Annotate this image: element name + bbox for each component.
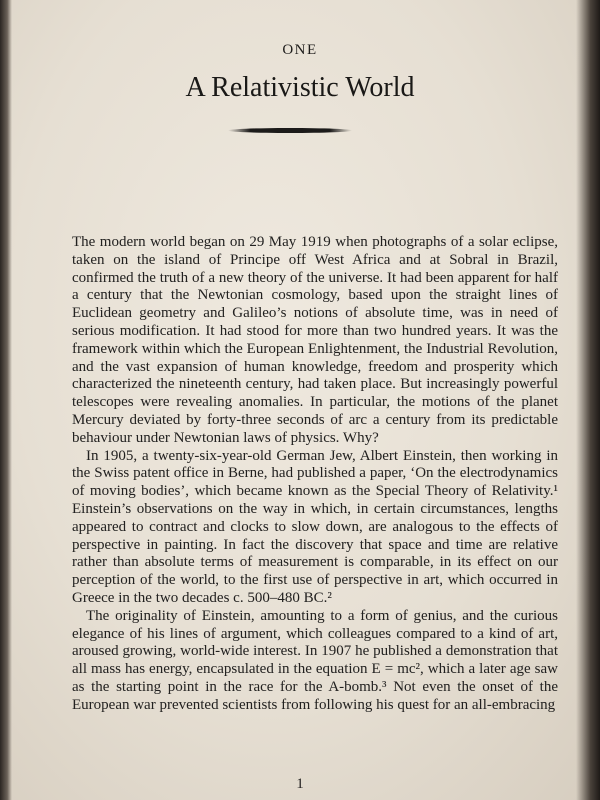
paragraph-1: The modern world began on 29 May 1919 when photographs of a solar eclipse, taken on the island of Principe off West Africa and at Sobral in Brazil, confirmed the truth of a new theory of the universe. It had been apparent for half a century that the Newtonian cosmology, based upon the straight lines of Euclidean geometry and Galileo’s notions of absolute time, was in need of serious modification. It had stood for more than two hundred years. It was the framework within which the European Enlightenment, the Industrial Revolution, and the vast expansion of human knowledge, freedom and prosperity which characterized the nineteenth century, had taken place. But increasingly powerful telescopes were revealing anomalies. In particular, the motions of the planet Mercury deviated by forty-three seconds of arc a century from its predictable behaviour under Newtonian laws of physics. Why? xyxy=(72,234,558,446)
chapter-label: ONE xyxy=(282,42,318,58)
chapter-title: A Relativistic World xyxy=(185,72,415,103)
body-text xyxy=(72,234,558,715)
page-number: 1 xyxy=(296,776,304,792)
paragraph-2: In 1905, a twenty-six-year-old German Jew, Albert Einstein, then working in the Swiss patent office in Berne, had published a paper, ‘On the electrodynamics of moving bodies’, which became known as the Special Theory of Relativity.¹ Einstein’s observations on the way in which, in certain circumstances, lengths appeared to contract and clocks to slow down, are analogous to the effects of perspective in painting. In fact the discovery that space and time are relative rather than absolute terms of measurement is comparable, in its effect on our perception of the world, to the first use of perspective in art, which occurred in Greece in the two decades c. 500–480 BC.² xyxy=(72,447,558,606)
title-rule-ornament xyxy=(228,128,352,133)
paragraph-3: The originality of Einstein, amounting to a form of genius, and the curious elegance of his lines of argument, which colleagues compared to a kind of art, aroused growing, world-wide interest. In 1907 he published a demonstration that all mass has energy, encapsulated in the equation E = mc², which a later age saw as the starting point in the race for the A-bomb.³ Not even the onset of the European war prevented scientists from following his quest for an all-embracing xyxy=(72,607,558,713)
